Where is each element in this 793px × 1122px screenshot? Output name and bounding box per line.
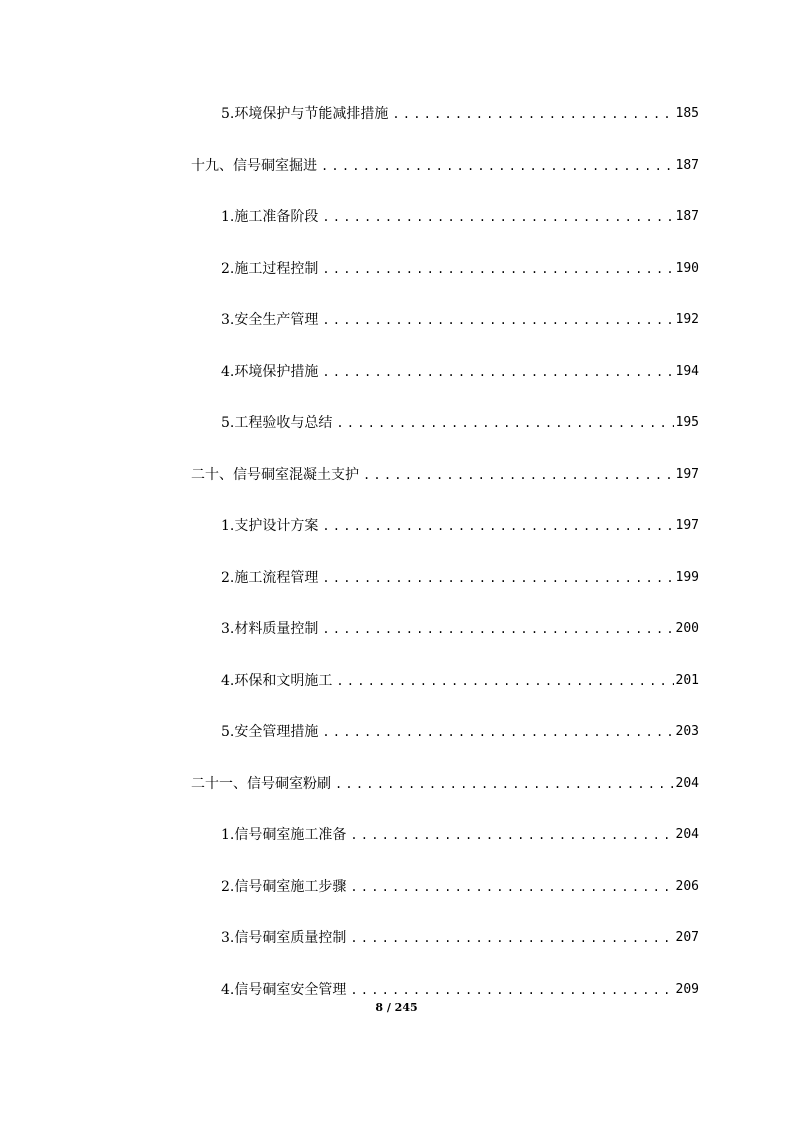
- toc-entry[interactable]: [221, 874, 699, 900]
- toc-entry-title: 5.环境保护与节能减排措施: [221, 106, 389, 122]
- page-number-footer: 8 / 245: [375, 1001, 418, 1014]
- toc-entry-title: 3.材料质量控制: [221, 621, 319, 637]
- toc-entry-title: 1.施工准备阶段: [221, 209, 319, 225]
- toc-leader-dots: [322, 565, 673, 591]
- toc-entry[interactable]: [191, 771, 699, 797]
- toc-entry-page: 209: [675, 981, 699, 997]
- toc-entry-title: 3.信号硐室质量控制: [221, 930, 347, 946]
- toc-entry-page: 207: [675, 930, 699, 945]
- toc-entry-page: 206: [675, 878, 699, 894]
- toc-entry[interactable]: [221, 668, 699, 694]
- toc-entry[interactable]: [221, 513, 699, 539]
- toc-entry-page: 192: [675, 312, 699, 327]
- toc-entry-title: 1.信号硐室施工准备: [221, 827, 347, 843]
- toc-entry[interactable]: [221, 925, 699, 951]
- toc-leader-dots: [322, 719, 673, 745]
- toc-entry[interactable]: [221, 359, 699, 385]
- toc-entry[interactable]: [221, 616, 699, 642]
- toc-leader-dots: [322, 307, 673, 333]
- toc-leader-dots: [350, 822, 673, 848]
- toc-entry-title: 二十、信号硐室混凝土支护: [191, 466, 359, 483]
- toc-leader-dots: [321, 153, 674, 179]
- toc-leader-dots: [336, 668, 673, 694]
- toc-entry-title: 4.信号硐室安全管理: [221, 981, 347, 998]
- toc-entry-page: 194: [675, 363, 699, 379]
- toc-entry[interactable]: [221, 101, 699, 127]
- toc-leader-dots: [335, 771, 674, 797]
- toc-entry-title: 二十一、信号硐室粉刷: [191, 775, 331, 792]
- toc-entry-page: 197: [675, 518, 699, 533]
- toc-entry[interactable]: [221, 719, 699, 745]
- toc-entry-page: 195: [675, 415, 699, 430]
- toc-leader-dots: [350, 925, 673, 951]
- toc-entry-page: 199: [675, 569, 699, 585]
- toc-entry-title: 2.信号硐室施工步骤: [221, 878, 347, 895]
- toc-entry-title: 1.支护设计方案: [221, 518, 319, 534]
- toc-entry[interactable]: [221, 410, 699, 436]
- toc-entry-page: 203: [675, 724, 699, 739]
- toc-entry-title: 5.安全管理措施: [221, 724, 319, 740]
- toc-entry-page: 204: [675, 775, 699, 791]
- toc-leader-dots: [322, 359, 673, 385]
- toc-leader-dots: [336, 410, 673, 436]
- toc-entry[interactable]: [221, 204, 699, 230]
- toc-leader-dots: [392, 101, 673, 127]
- toc-leader-dots: [322, 256, 673, 282]
- toc-leader-dots: [363, 462, 674, 488]
- toc-entry-page: 197: [675, 466, 699, 482]
- toc-leader-dots: [322, 204, 673, 230]
- toc-entry-title: 2.施工流程管理: [221, 569, 319, 586]
- toc-entry-title: 十九、信号硐室掘进: [191, 157, 317, 174]
- toc-entry[interactable]: [221, 307, 699, 333]
- toc-entry-title: 2.施工过程控制: [221, 260, 319, 277]
- toc-entry-page: 201: [675, 672, 699, 688]
- toc-entry[interactable]: [221, 256, 699, 282]
- toc-entry-title: 5.工程验收与总结: [221, 415, 333, 431]
- toc-entry-page: 187: [675, 157, 699, 173]
- toc-leader-dots: [322, 616, 673, 642]
- toc-entry-title: 4.环保和文明施工: [221, 672, 333, 689]
- toc-entry[interactable]: [221, 565, 699, 591]
- toc-leader-dots: [350, 874, 673, 900]
- toc-entry[interactable]: [221, 822, 699, 848]
- toc-entry-page: 187: [675, 209, 699, 224]
- toc-entry-page: 190: [675, 260, 699, 276]
- toc-entry-page: 200: [675, 621, 699, 636]
- toc-leader-dots: [322, 513, 673, 539]
- toc-entry[interactable]: [221, 977, 699, 1003]
- toc-entry[interactable]: [191, 462, 699, 488]
- toc-entry[interactable]: [191, 153, 699, 179]
- toc-entry-page: 185: [675, 106, 699, 121]
- toc-entry-title: 4.环境保护措施: [221, 363, 319, 380]
- toc-entry-title: 3.安全生产管理: [221, 312, 319, 328]
- toc-entry-page: 204: [675, 827, 699, 842]
- toc-leader-dots: [350, 977, 673, 1003]
